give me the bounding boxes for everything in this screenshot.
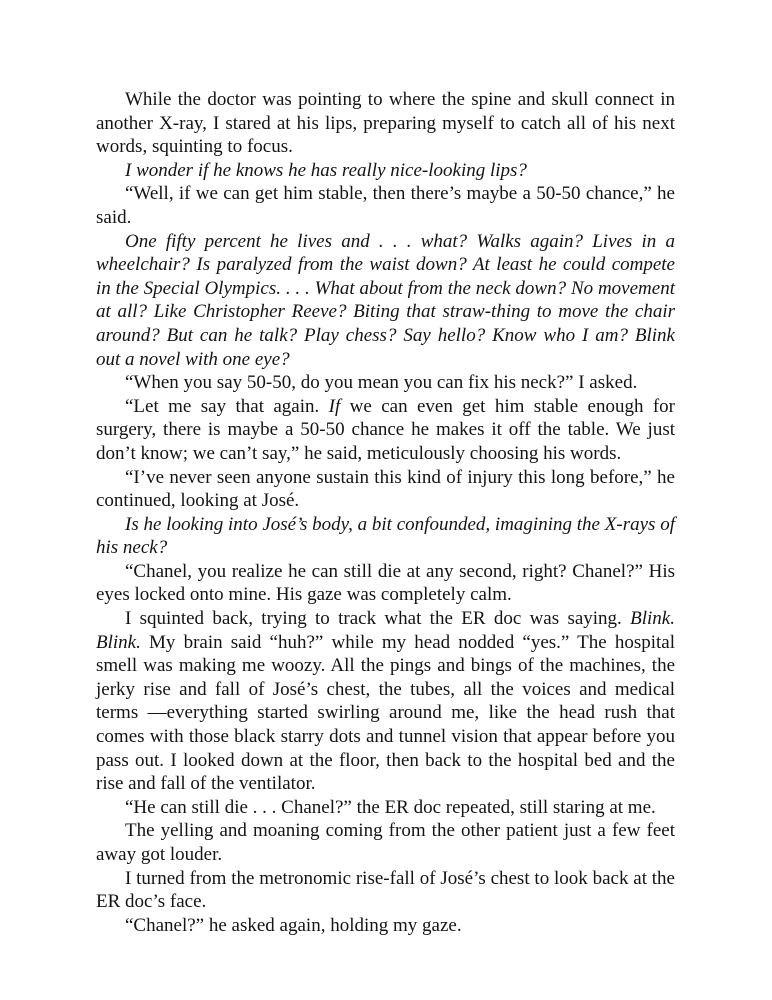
paragraph: “When you say 50-50, do you mean you can fix his neck?” I asked. bbox=[125, 372, 638, 394]
paragraph: The yelling and moaning coming from the other patient just a few feet away got louder. bbox=[96, 820, 675, 865]
text-run: we can even get him stable enough for surgery, there is maybe a 50-50 chance he makes it off the table. We just don’t know; we can’t say,” he said, meticulously choosing his words. bbox=[96, 395, 675, 464]
paragraph: “I’ve never seen anyone sustain this kind of injury this long before,” he continued, looking at José. bbox=[96, 466, 675, 512]
paragraph: While the doctor was pointing to where the spine and skull connect in another X-ray, I stared at his lips, preparing myself to catch all of his next words, squinting to focus. bbox=[96, 89, 675, 158]
paragraph: “Well, if we can get him stable, then there’s maybe a 50-50 chance,” he said. bbox=[96, 183, 675, 228]
text-run: I squinted back, trying to track what the ER doc was saying. bbox=[125, 608, 631, 630]
italic-thought-paragraph: Is he looking into José’s body, a bit confounded, imagining the X-rays of his neck? bbox=[96, 513, 675, 559]
paragraph: “He can still die . . . Chanel?” the ER doc repeated, still staring at me. bbox=[125, 796, 656, 818]
paragraph bbox=[96, 395, 675, 466]
text-run: “Let me say that again. bbox=[125, 395, 329, 417]
paragraph: “Chanel?” he asked again, holding my gaze. bbox=[125, 914, 462, 936]
italic-emphasis: Blink. Blink. bbox=[96, 608, 675, 653]
italic-thought-paragraph: I wonder if he knows he has really nice-looking lips? bbox=[125, 159, 527, 181]
paragraph: “Chanel, you realize he can still die at any second, right? Chanel?” His eyes locked onto mine. His gaze was completely calm. bbox=[96, 560, 675, 606]
italic-thought-paragraph: One fifty percent he lives and . . . what? Walks again? Lives in a wheelchair? Is paralyzed from the waist down? At least he could compete in the Special Olympics. . . . What about from the neck down? No movement at all? Like Christopher Reeve? Biting that straw-thing to move the chair around? But can he talk? Play chess? Say hello? Know who I am? Blink out a novel with one eye? bbox=[96, 230, 675, 370]
paragraph bbox=[96, 607, 675, 796]
paragraph: I turned from the metronomic rise-fall of José’s chest to look back at the ER doc’s face. bbox=[96, 867, 675, 913]
book-page bbox=[96, 88, 675, 937]
italic-emphasis: If bbox=[328, 395, 341, 417]
text-run: My brain said “huh?” while my head nodded “yes.” The hospital smell was making me woozy. All the pings and bings of the machines, the jerky rise and fall of José’s chest, the tubes, all the voices and medical terms —everything started swirling around me, like the head rush that comes with those black starry dots and tunnel vision that appear before you pass out. I looked down at the floor, then back to the hospital bed and the rise and fall of the ventilator. bbox=[96, 631, 675, 795]
